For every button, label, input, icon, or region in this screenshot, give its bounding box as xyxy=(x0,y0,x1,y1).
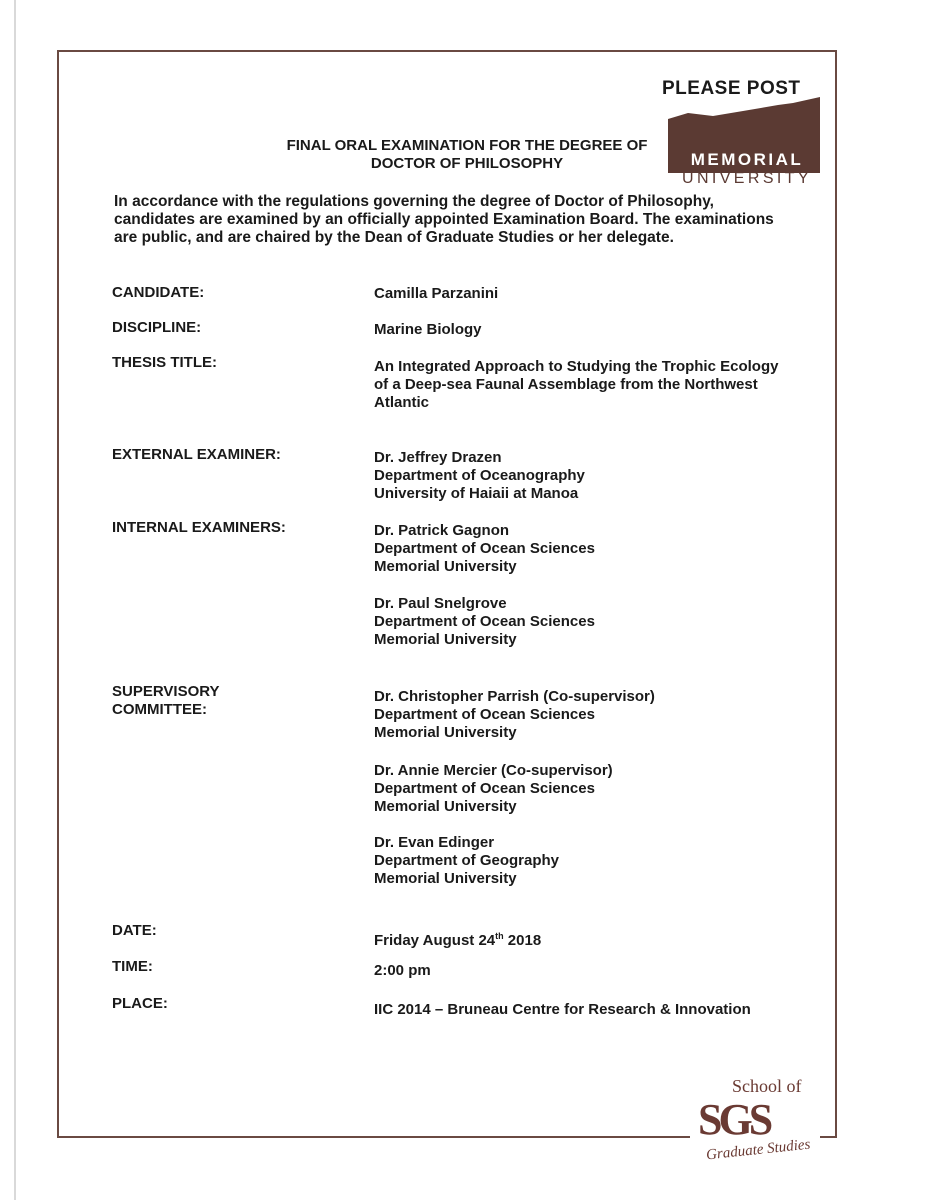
thesis-label: THESIS TITLE: xyxy=(112,354,217,371)
time-value: 2:00 pm xyxy=(374,962,431,979)
external-examiner-inst: University of Haiaii at Manoa xyxy=(374,485,579,502)
date-value-suffix: th xyxy=(495,931,504,941)
supervisor-1 xyxy=(374,688,834,742)
external-examiner-dept: Department of Oceanography xyxy=(374,467,585,484)
supervisor-2-inst: Memorial University xyxy=(374,798,517,815)
internal-examiner-2 xyxy=(374,595,834,649)
date-value-main: Friday August 24 xyxy=(374,932,496,949)
supervisor-2-name: Dr. Annie Mercier (Co-supervisor) xyxy=(374,762,613,779)
supervisor-1-name: Dr. Christopher Parrish (Co-supervisor) xyxy=(374,688,655,705)
supervisory-label-line-1: SUPERVISORY xyxy=(112,683,220,700)
thesis-line-3: Atlantic xyxy=(374,394,430,411)
internal-examiner-1-dept: Department of Ocean Sciences xyxy=(374,540,595,557)
place-value: IIC 2014 – Bruneau Centre for Research & Innovation xyxy=(374,1001,751,1018)
external-examiner-block xyxy=(374,449,834,503)
supervisor-3 xyxy=(374,834,834,888)
title-line-2: DOCTOR OF PHILOSOPHY xyxy=(370,155,564,172)
sgs-logo-top: School of xyxy=(732,1076,802,1096)
internal-examiner-1 xyxy=(374,522,834,576)
thesis-line-1: An Integrated Approach to Studying the Trophic Ecology xyxy=(374,358,779,375)
supervisor-1-dept: Department of Ocean Sciences xyxy=(374,706,595,723)
supervisor-3-name: Dr. Evan Edinger xyxy=(374,834,495,851)
please-post-label: PLEASE POST xyxy=(662,78,801,99)
external-examiner-label: EXTERNAL EXAMINER: xyxy=(112,446,281,463)
date-value-year: 2018 xyxy=(503,932,542,949)
place-label: PLACE: xyxy=(112,995,168,1012)
supervisor-3-inst: Memorial University xyxy=(374,870,517,887)
internal-examiner-2-name: Dr. Paul Snelgrove xyxy=(374,595,507,612)
internal-examiner-2-dept: Department of Ocean Sciences xyxy=(374,613,595,630)
time-label: TIME: xyxy=(112,958,153,975)
internal-examiners-label: INTERNAL EXAMINERS: xyxy=(112,519,286,536)
sgs-logo-letters: SGS xyxy=(698,1095,770,1144)
internal-examiner-2-inst: Memorial University xyxy=(374,631,517,648)
date-value xyxy=(374,927,834,950)
sgs-logo xyxy=(690,1072,830,1172)
internal-examiner-1-inst: Memorial University xyxy=(374,558,517,575)
external-examiner-name: Dr. Jeffrey Drazen xyxy=(374,449,502,466)
thesis-line-2: of a Deep-sea Faunal Assemblage from the Northwest xyxy=(374,376,758,393)
page-title xyxy=(262,137,672,173)
supervisor-1-inst: Memorial University xyxy=(374,724,517,741)
intro-line-3: are public, and are chaired by the Dean of Graduate Studies or her delegate. xyxy=(114,229,674,246)
intro-paragraph xyxy=(114,193,814,247)
candidate-value: Camilla Parzanini xyxy=(374,285,499,302)
internal-examiner-1-name: Dr. Patrick Gagnon xyxy=(374,522,510,539)
supervisor-2 xyxy=(374,762,834,816)
intro-line-2: candidates are examined by an officially appointed Examination Board. The examinations xyxy=(114,211,774,228)
candidate-label: CANDIDATE: xyxy=(112,284,205,301)
discipline-value: Marine Biology xyxy=(374,321,482,338)
memorial-logo-sub: UNIVERSITY xyxy=(681,170,812,187)
discipline-label: DISCIPLINE: xyxy=(112,319,202,336)
title-line-1: FINAL ORAL EXAMINATION FOR THE DEGREE OF xyxy=(286,137,648,154)
supervisor-2-dept: Department of Ocean Sciences xyxy=(374,780,595,797)
supervisory-label-line-2: COMMITTEE: xyxy=(112,701,207,718)
thesis-value xyxy=(374,358,834,412)
date-label: DATE: xyxy=(112,922,157,939)
supervisor-3-dept: Department of Geography xyxy=(374,852,560,869)
memorial-logo-name: MEMORIAL xyxy=(690,150,804,169)
sgs-logo-bottom: Graduate Studies xyxy=(705,1136,812,1164)
supervisory-committee-label xyxy=(112,683,362,719)
intro-line-1: In accordance with the regulations governing the degree of Doctor of Philosophy, xyxy=(114,193,714,210)
scan-edge xyxy=(14,0,16,1200)
